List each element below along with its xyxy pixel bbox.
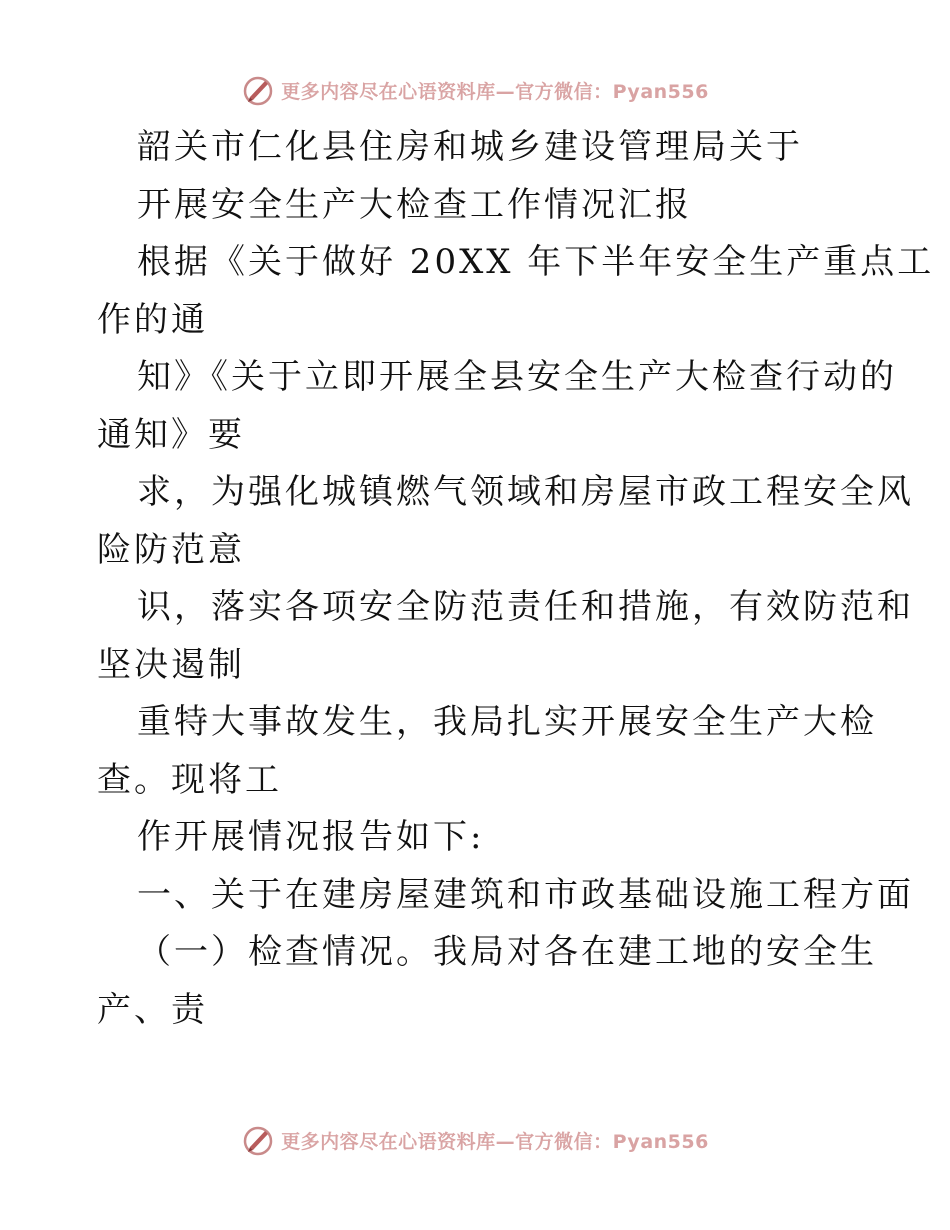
paragraph-line: 作开展情况报告如下: bbox=[137, 817, 485, 857]
section-heading: 一、关于在建房屋建筑和市政基础设施工程方面 bbox=[137, 874, 914, 915]
paragraph-line: 根据《关于做好 20XX 年下半年安全生产重点工 bbox=[137, 242, 935, 282]
pen-seal-icon bbox=[241, 73, 275, 107]
paragraph-line: 坚决遏制 bbox=[97, 644, 245, 685]
footer-watermark bbox=[0, 1120, 950, 1160]
header-watermark bbox=[0, 70, 950, 110]
paragraph-line: 查。现将工 bbox=[97, 759, 282, 800]
paragraph-line: 险防范意 bbox=[97, 529, 245, 570]
paragraph-line: 求，为强化城镇燃气领域和房屋市政工程安全风 bbox=[137, 472, 914, 512]
paragraph-line: 识，落实各项安全防范责任和措施，有效防范和 bbox=[137, 587, 914, 627]
paragraph-line: 通知》要 bbox=[97, 414, 245, 455]
paragraph-line: 重特大事故发生，我局扎实开展安全生产大检 bbox=[137, 702, 877, 742]
paragraph-line: 作的通 bbox=[97, 299, 208, 340]
subsection-line: （一）检查情况。我局对各在建工地的安全生 bbox=[137, 932, 877, 972]
pen-seal-icon bbox=[241, 1123, 275, 1157]
document-body bbox=[97, 119, 935, 1039]
paragraph-line: 产、责 bbox=[97, 989, 208, 1030]
watermark-text: 更多内容尽在心语资料库—官方微信：Pyan556 bbox=[281, 80, 709, 103]
paragraph-line: 知》《关于立即开展全县安全生产大检查行动的 bbox=[137, 357, 897, 397]
watermark-text: 更多内容尽在心语资料库—官方微信：Pyan556 bbox=[281, 1130, 709, 1153]
title-line-1: 韶关市仁化县住房和城乡建设管理局关于 bbox=[137, 127, 803, 167]
title-line-2: 开展安全生产大检查工作情况汇报 bbox=[137, 184, 692, 225]
